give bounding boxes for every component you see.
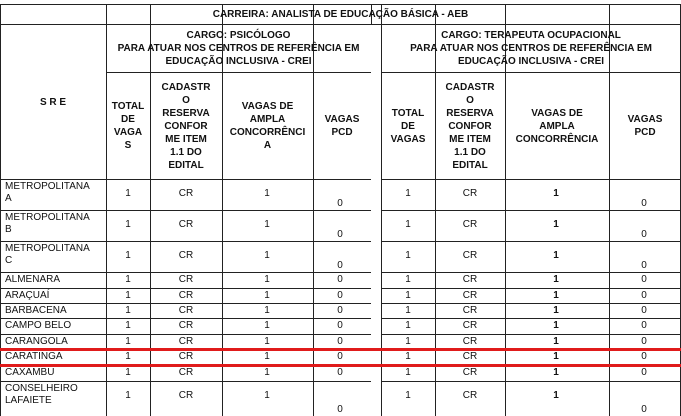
left-cell: 0 — [337, 290, 343, 301]
right-col-header: CADASTR O RESERVA CONFOR ME ITEM 1.1 DO EDITAL — [445, 81, 495, 171]
grid-hline — [0, 272, 681, 273]
sre-name: ARAÇUAÍ — [5, 290, 50, 301]
right-cell: 1 — [405, 274, 411, 285]
left-cell: CR — [178, 336, 194, 347]
right-cell: 1 — [405, 290, 411, 301]
left-cell: 1 — [125, 320, 131, 331]
left-cell: 0 — [337, 320, 343, 331]
right-cell: CR — [462, 274, 478, 285]
right-cell: 1 — [553, 290, 559, 301]
left-cell: 1 — [125, 367, 131, 378]
right-cell: 1 — [405, 390, 411, 401]
right-col-header: VAGAS PCD — [627, 114, 663, 138]
right-cell: 1 — [553, 305, 559, 316]
left-cell: CR — [178, 390, 194, 401]
right-cell: 1 — [405, 367, 411, 378]
right-cell: 1 — [553, 390, 559, 401]
right-cell: 1 — [553, 250, 559, 261]
right-cell: 0 — [641, 198, 647, 209]
right-cell: 1 — [405, 188, 411, 199]
right-cell: CR — [462, 390, 478, 401]
left-cell: 0 — [337, 305, 343, 316]
sre-name: CONSELHEIRO LAFAIETE — [5, 383, 78, 406]
sre-name: METROPOLITANA C — [5, 243, 90, 266]
right-cell: CR — [462, 219, 478, 230]
left-cell: 1 — [264, 390, 270, 401]
right-cell: 1 — [553, 274, 559, 285]
right-cell: 0 — [641, 229, 647, 240]
right-cell: 0 — [641, 336, 647, 347]
right-cell: CR — [462, 188, 478, 199]
left-cell: 1 — [125, 336, 131, 347]
right-cell: 1 — [553, 188, 559, 199]
left-cell: 1 — [125, 188, 131, 199]
left-cell: 1 — [264, 367, 270, 378]
grid-hline — [0, 318, 681, 319]
grid-hline — [0, 210, 681, 211]
left-cell: 1 — [264, 305, 270, 316]
right-cell: CR — [462, 367, 478, 378]
grid-hline — [0, 241, 681, 242]
left-cell: 0 — [337, 336, 343, 347]
left-cell: 0 — [337, 198, 343, 209]
left-cell: 1 — [125, 290, 131, 301]
left-col-header: TOTAL DE VAGA S — [111, 101, 145, 151]
left-cell: 1 — [264, 188, 270, 199]
left-cell: 1 — [125, 219, 131, 230]
right-cell: 1 — [405, 219, 411, 230]
highlight-top-line — [0, 348, 681, 351]
right-cell: 1 — [553, 336, 559, 347]
left-cell: CR — [178, 367, 194, 378]
grid-hline — [0, 303, 681, 304]
right-cell: CR — [462, 351, 478, 362]
left-cell: CR — [178, 320, 194, 331]
left-cell: 1 — [264, 219, 270, 230]
sre-name: CARANGOLA — [5, 336, 68, 347]
right-cell: 1 — [405, 250, 411, 261]
sre-name: CAXAMBU — [5, 367, 55, 378]
left-cell: 0 — [337, 274, 343, 285]
right-cell: 1 — [405, 320, 411, 331]
left-cell: CR — [178, 274, 194, 285]
left-cell: CR — [178, 219, 194, 230]
left-cell: 1 — [264, 336, 270, 347]
right-cell: CR — [462, 336, 478, 347]
left-cell: 1 — [264, 351, 270, 362]
right-cell: 0 — [641, 274, 647, 285]
career-title: CARREIRA: ANALISTA DE EDUCAÇÃO BÁSICA - AEB — [212, 8, 469, 20]
right-col-header: TOTAL DE VAGAS — [390, 107, 426, 145]
left-cell: 0 — [337, 367, 343, 378]
left-cell: 1 — [264, 274, 270, 285]
sre-name: ALMENARA — [5, 274, 61, 285]
left-cell: 1 — [125, 250, 131, 261]
right-cell: 1 — [405, 305, 411, 316]
left-cargo-header: CARGO: PSICÓLOGO PARA ATUAR NOS CENTROS DE REFERÊNCIA EM EDUCAÇÃO INCLUSIVA - CREI — [117, 30, 360, 67]
left-cell: 1 — [125, 351, 131, 362]
sre-name: METROPOLITANA B — [5, 212, 90, 235]
right-cell: 0 — [641, 404, 647, 415]
right-cell: 0 — [641, 305, 647, 316]
highlight-bottom-line — [0, 364, 681, 367]
sre-header: S R E — [39, 96, 67, 108]
right-cell: 1 — [553, 320, 559, 331]
left-cell: CR — [178, 250, 194, 261]
grid-hline — [0, 334, 681, 335]
right-cell: 1 — [405, 336, 411, 347]
right-cell: CR — [462, 290, 478, 301]
left-col-header: CADASTR O RESERVA CONFOR ME ITEM 1.1 DO EDITAL — [161, 81, 211, 171]
right-cell: 0 — [641, 351, 647, 362]
left-cell: CR — [178, 188, 194, 199]
right-cell: 1 — [553, 219, 559, 230]
right-cell: CR — [462, 305, 478, 316]
sre-name: BARBACENA — [5, 305, 67, 316]
grid-hline — [0, 179, 681, 180]
column-gap — [371, 25, 381, 416]
left-cell: CR — [178, 351, 194, 362]
right-cell: 0 — [641, 290, 647, 301]
right-cell: CR — [462, 320, 478, 331]
left-cell: CR — [178, 305, 194, 316]
sre-name: CARATINGA — [5, 351, 63, 362]
sre-name: METROPOLITANA A — [5, 181, 90, 204]
left-cell: 0 — [337, 404, 343, 415]
left-cell: 1 — [264, 250, 270, 261]
grid-hline — [0, 381, 681, 382]
left-cell: CR — [178, 290, 194, 301]
left-cell: 1 — [264, 290, 270, 301]
right-cell: 1 — [405, 351, 411, 362]
left-cell: 1 — [125, 305, 131, 316]
left-cell: 1 — [125, 274, 131, 285]
right-cell: 1 — [553, 351, 559, 362]
left-col-header: VAGAS PCD — [324, 114, 360, 138]
left-cell: 1 — [125, 390, 131, 401]
right-col-header: VAGAS DE AMPLA CONCORRÊNCIA — [515, 107, 599, 145]
right-cell: 1 — [553, 367, 559, 378]
right-cargo-header: CARGO: TERAPEUTA OCUPACIONAL PARA ATUAR NOS CENTROS DE REFERÊNCIA EM EDUCAÇÃO INCLUSIVA - CREI — [410, 30, 652, 67]
left-cell: 0 — [337, 229, 343, 240]
left-cell: 1 — [264, 320, 270, 331]
sre-name: CAMPO BELO — [5, 320, 72, 331]
right-cell: CR — [462, 250, 478, 261]
left-cell: 0 — [337, 260, 343, 271]
right-cell: 0 — [641, 260, 647, 271]
left-cell: 0 — [337, 351, 343, 362]
right-cell: 0 — [641, 320, 647, 331]
left-col-header: VAGAS DE AMPLA CONCORRÊNCI A — [229, 101, 306, 151]
right-cell: 0 — [641, 367, 647, 378]
grid-hline — [0, 288, 681, 289]
